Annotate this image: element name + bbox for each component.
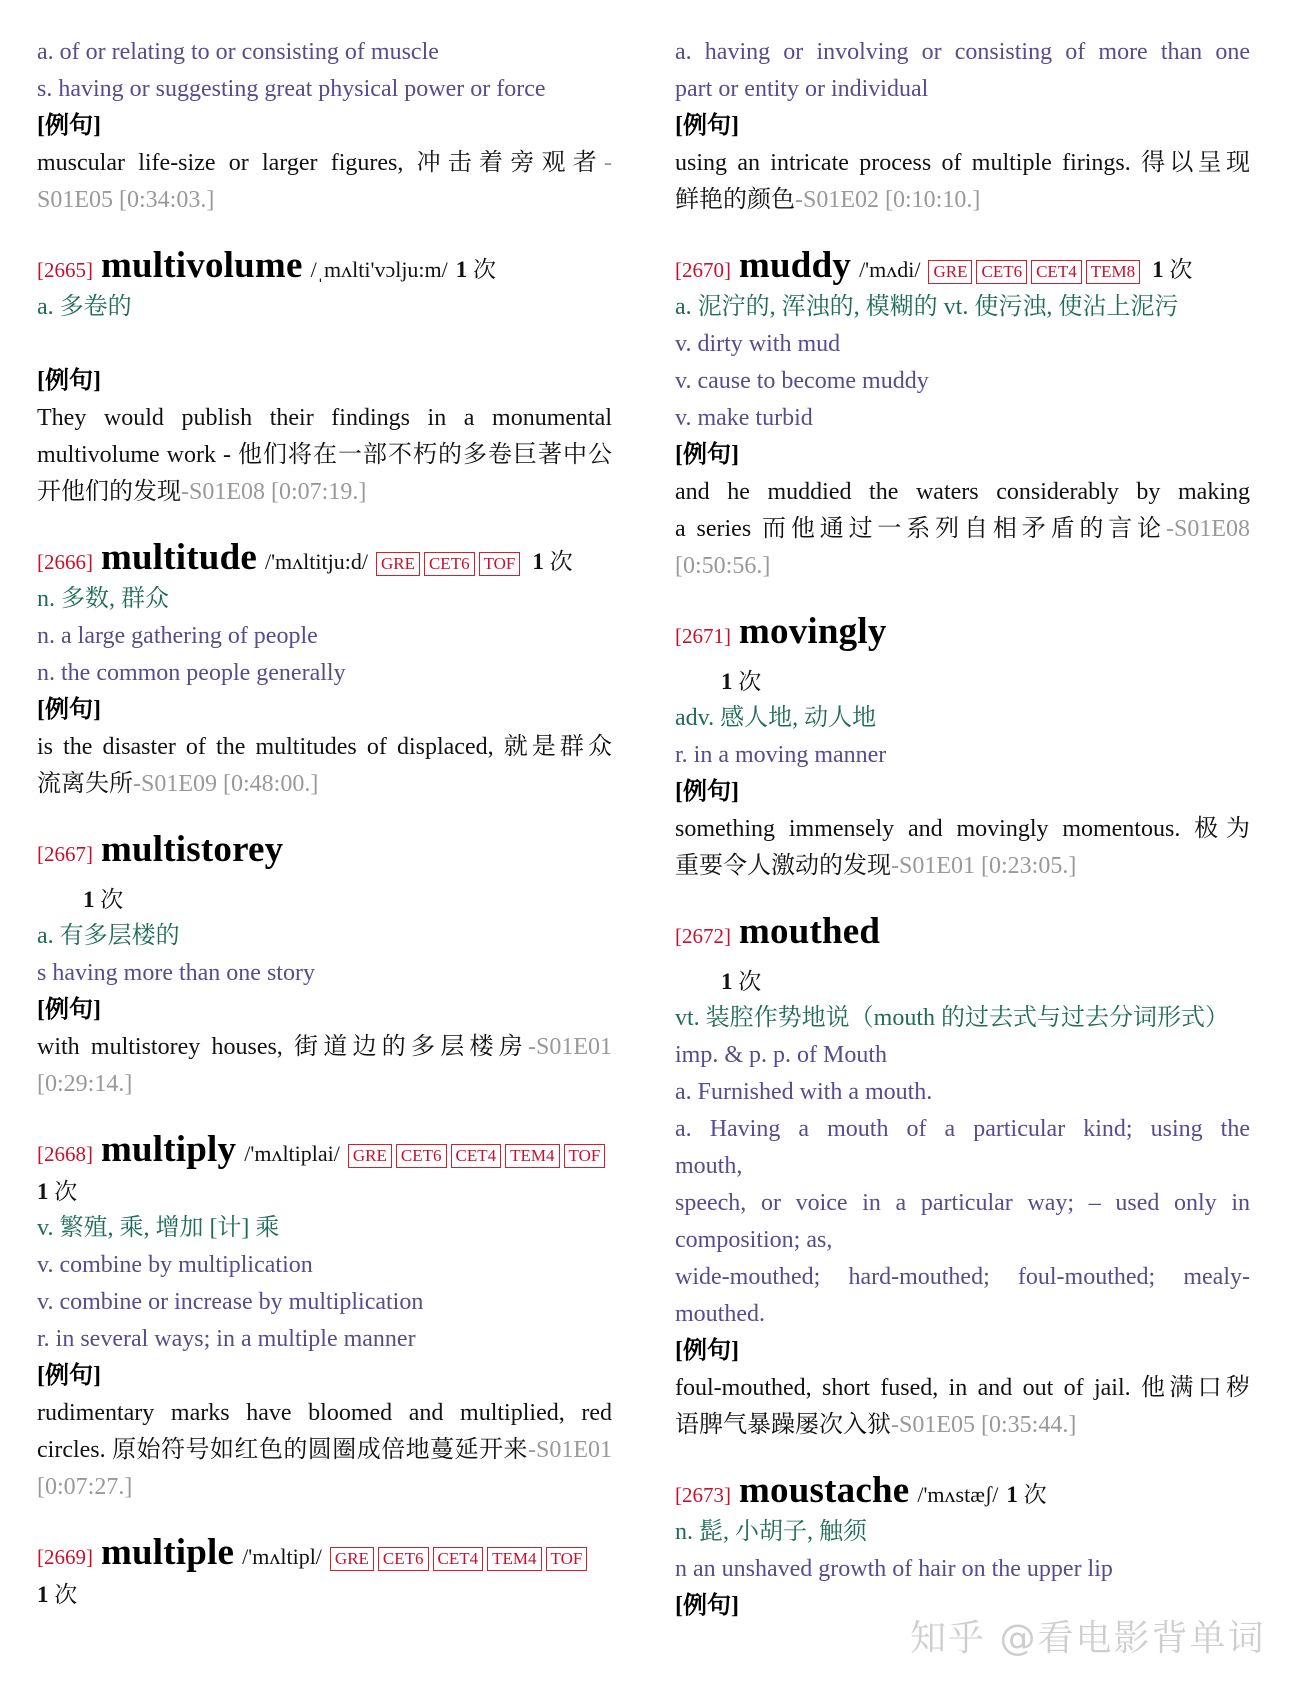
entry-index: [2667] xyxy=(37,842,93,866)
entry-muddy xyxy=(675,247,1250,585)
phonetic: /'mʌltitju:d/ xyxy=(264,549,368,574)
example-sentence: multivolume work - 他们将在一部不朽的多卷巨著中公 xyxy=(37,442,612,468)
right-column xyxy=(675,34,1250,1625)
definition: v. dirty with mud xyxy=(675,331,841,357)
tag-tem4: TEM4 xyxy=(487,1547,541,1571)
example-sentence: 鲜艳的颜色-S01E02 [0:10:10.] xyxy=(675,187,981,213)
entry-multiple-tail xyxy=(675,34,1250,219)
occurrence-count: 1 次 xyxy=(1006,1482,1047,1507)
phonetic: /ˌmʌlti'vɔlju:m/ xyxy=(310,257,448,282)
example-sentence: They would publish their findings in a monumental xyxy=(37,405,612,431)
example-sentence: is the disaster of the multitudes of displaced, 就是群众 xyxy=(37,734,612,760)
definition: speech, or voice in a particular way; – used only in xyxy=(675,1190,1250,1216)
tag-tem8: TEM8 xyxy=(1086,260,1140,284)
definition: r. in several ways; in a multiple manner xyxy=(37,1326,416,1352)
example-label: [例句] xyxy=(675,113,739,139)
definition: v. make turbid xyxy=(675,405,813,431)
headword: mouthed xyxy=(739,911,881,952)
entry-multiply xyxy=(37,1131,612,1506)
example-source: [0:07:27.] xyxy=(37,1474,133,1500)
headword: multitude xyxy=(101,537,257,578)
zhihu-watermark: 知乎 @看电影背单词 xyxy=(910,1618,1266,1659)
headword: multiple xyxy=(101,1532,235,1573)
tag-gre: GRE xyxy=(348,1144,392,1168)
example-label: [例句] xyxy=(675,1593,739,1619)
definition: n. the common people generally xyxy=(37,660,346,686)
definition-zh: adv. 感人地, 动人地 xyxy=(675,705,877,731)
example-sentence: something immensely and movingly momentous. 极为 xyxy=(675,816,1250,842)
entry-movingly xyxy=(675,613,1250,885)
example-sentence: with multistorey houses, 街道边的多层楼房-S01E01 xyxy=(37,1034,612,1060)
entry-head xyxy=(37,1131,612,1210)
entry-head xyxy=(37,539,612,581)
tag-cet4: CET4 xyxy=(1031,260,1082,284)
definition: v. cause to become muddy xyxy=(675,368,929,394)
entry-muscular-tail xyxy=(37,34,612,219)
occurrence-count: 1 次 xyxy=(455,257,497,282)
entry-multistorey xyxy=(37,831,612,1103)
definition: a. Having a mouth of a particular kind; using the xyxy=(675,1116,1250,1142)
example-source: S01E05 [0:34:03.] xyxy=(37,187,215,213)
tag-tof: TOF xyxy=(479,552,521,576)
definition: a. Furnished with a mouth. xyxy=(675,1079,933,1105)
tag-tof: TOF xyxy=(564,1144,606,1168)
headword: multivolume xyxy=(101,245,303,286)
occurrence-count: 1 次 xyxy=(532,549,573,574)
occurrence-count: 1 次 xyxy=(721,669,762,694)
definition-zh: vt. 装腔作势地说（mouth 的过去式与过去分词形式） xyxy=(675,1005,1230,1031)
entry-head xyxy=(37,247,612,289)
example-label: [例句] xyxy=(675,1338,739,1364)
definition: s. having or suggesting great physical power or force xyxy=(37,76,546,102)
headword: multistorey xyxy=(101,829,284,870)
definition-zh: a. 泥泞的, 浑浊的, 模糊的 vt. 使污浊, 使沾上泥污 xyxy=(675,294,1179,320)
entry-multitude xyxy=(37,539,612,803)
entry-mouthed xyxy=(675,913,1250,1444)
definition-zh: v. 繁殖, 乘, 增加 [计] 乘 xyxy=(37,1215,280,1241)
definition: n. a large gathering of people xyxy=(37,623,318,649)
definition: s having more than one story xyxy=(37,960,315,986)
example-label: [例句] xyxy=(37,1363,101,1389)
headword: moustache xyxy=(739,1470,910,1511)
entry-multivolume xyxy=(37,247,612,511)
occurrence-count: 1 次 xyxy=(721,969,762,994)
phonetic: /'mʌltiplai/ xyxy=(244,1141,340,1166)
example-label: [例句] xyxy=(37,697,101,723)
tag-cet6: CET6 xyxy=(396,1144,447,1168)
occurrence-count: 1 次 xyxy=(1152,257,1193,282)
exam-tags xyxy=(330,1539,591,1576)
definition-zh: n. 髭, 小胡子, 触须 xyxy=(675,1519,867,1545)
entry-index: [2671] xyxy=(675,624,731,648)
definition: n an unshaved growth of hair on the upper lip xyxy=(675,1556,1113,1582)
definition-zh: a. 有多层楼的 xyxy=(37,923,180,949)
entry-head xyxy=(675,247,1250,289)
example-label: [例句] xyxy=(37,368,101,394)
example-source: [0:50:56.] xyxy=(675,553,771,579)
tag-gre: GRE xyxy=(928,260,972,284)
entry-head xyxy=(37,831,612,873)
headword: muddy xyxy=(739,245,852,286)
entry-index: [2669] xyxy=(37,1545,93,1569)
tag-gre: GRE xyxy=(376,552,420,576)
tag-cet6: CET6 xyxy=(378,1547,429,1571)
phonetic: /'mʌdi/ xyxy=(859,257,921,282)
example-label: [例句] xyxy=(675,442,739,468)
definition: wide-mouthed; hard-mouthed; foul-mouthed; mealy- xyxy=(675,1264,1250,1290)
occurrence-count: 1 次 xyxy=(37,1582,78,1607)
definition: v. combine or increase by multiplication xyxy=(37,1289,424,1315)
entry-index: [2670] xyxy=(675,258,731,282)
tag-cet4: CET4 xyxy=(433,1547,484,1571)
definition-zh: a. 多卷的 xyxy=(37,294,132,320)
entry-head xyxy=(37,1534,612,1576)
example-label: [例句] xyxy=(37,997,101,1023)
example-sentence: a series 而他通过一系列自相矛盾的言论-S01E08 xyxy=(675,516,1250,542)
exam-tags xyxy=(348,1136,609,1173)
occurrence-count: 1 次 xyxy=(83,887,124,912)
tag-tem4: TEM4 xyxy=(505,1144,559,1168)
definition-zh: n. 多数, 群众 xyxy=(37,586,169,612)
definition: part or entity or individual xyxy=(675,76,929,102)
definition: imp. & p. p. of Mouth xyxy=(675,1042,888,1068)
tag-tof: TOF xyxy=(546,1547,588,1571)
headword: movingly xyxy=(739,611,887,652)
entry-index: [2668] xyxy=(37,1142,93,1166)
exam-tags xyxy=(928,252,1144,289)
phonetic: /'mʌltipl/ xyxy=(242,1544,322,1569)
example-sentence: circles. 原始符号如红色的圆圈成倍地蔓延开来-S01E01 xyxy=(37,1437,612,1463)
definition: composition; as, xyxy=(675,1227,833,1253)
example-sentence: using an intricate process of multiple firings. 得以呈现 xyxy=(675,150,1250,176)
definition: a. having or involving or consisting of more than one xyxy=(675,39,1250,65)
entry-multiple xyxy=(37,1534,612,1613)
example-label: [例句] xyxy=(37,113,101,139)
example-sentence: 语脾气暴躁屡次入狱-S01E05 [0:35:44.] xyxy=(675,1412,1077,1438)
entry-index: [2672] xyxy=(675,924,731,948)
example-sentence: 重要令人激动的发现-S01E01 [0:23:05.] xyxy=(675,853,1077,879)
tag-cet6: CET6 xyxy=(424,552,475,576)
tag-cet4: CET4 xyxy=(451,1144,502,1168)
example-sentence: and he muddied the waters considerably by making xyxy=(675,479,1250,505)
example-sentence: 流离失所-S01E09 [0:48:00.] xyxy=(37,771,319,797)
example-source: [0:29:14.] xyxy=(37,1071,133,1097)
definition: r. in a moving manner xyxy=(675,742,887,768)
entry-index: [2666] xyxy=(37,550,93,574)
entry-index: [2673] xyxy=(675,1483,731,1507)
example-sentence: 开他们的发现-S01E08 [0:07:19.] xyxy=(37,479,367,505)
definition: a. of or relating to or consisting of muscle xyxy=(37,39,439,65)
exam-tags xyxy=(376,544,524,581)
occurrence-count: 1 次 xyxy=(37,1179,78,1204)
example-sentence: foul-mouthed, short fused, in and out of jail. 他满口秽 xyxy=(675,1375,1250,1401)
example-sentence: muscular life-size or larger figures, 冲击着旁观者- xyxy=(37,150,612,176)
tag-cet6: CET6 xyxy=(976,260,1027,284)
definition: v. combine by multiplication xyxy=(37,1252,313,1278)
headword: multiply xyxy=(101,1129,237,1170)
entry-moustache xyxy=(675,1472,1250,1625)
definition: mouth, xyxy=(675,1153,743,1179)
definition: mouthed. xyxy=(675,1301,765,1327)
entry-index: [2665] xyxy=(37,258,93,282)
entry-head xyxy=(675,613,1250,655)
left-column xyxy=(37,34,612,1613)
entry-head xyxy=(675,1472,1250,1514)
example-sentence: rudimentary marks have bloomed and multiplied, red xyxy=(37,1400,612,1426)
entry-head xyxy=(675,913,1250,955)
example-label: [例句] xyxy=(675,779,739,805)
phonetic: /'mʌstæʃ/ xyxy=(917,1482,999,1507)
tag-gre: GRE xyxy=(330,1547,374,1571)
